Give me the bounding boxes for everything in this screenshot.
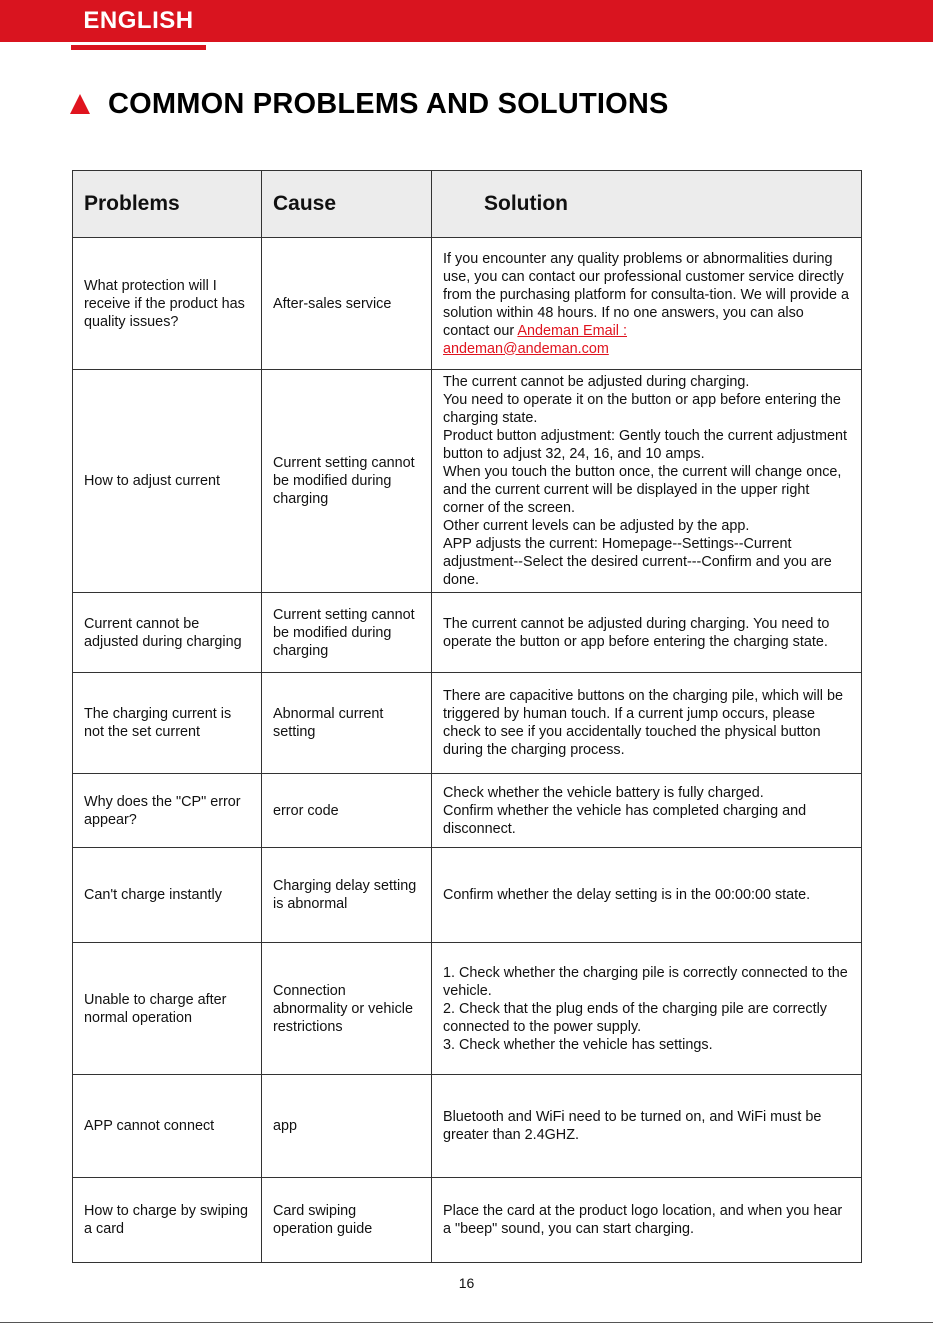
problem-cell: Why does the "CP" error appear?	[73, 774, 262, 848]
andeman-email-link[interactable]: andeman@andeman.com	[443, 340, 609, 357]
cause-cell: After-sales service	[262, 238, 432, 370]
solution-line: When you touch the button once, the current will change once, and the current current will be displayed in the upper right corner of the screen.	[443, 464, 842, 516]
solution-cell: The current cannot be adjusted during charging. You need to operate the button or app before entering the charging state.	[432, 593, 862, 673]
header-solution: Solution	[432, 171, 862, 238]
problem-cell: How to adjust current	[73, 370, 262, 593]
cause-cell: Current setting cannot be modified during charging	[262, 593, 432, 673]
table-header-row	[73, 171, 862, 238]
solution-text: If you encounter any quality problems or abnormalities during use, you can contact our professional customer service directly from the purchasing platform for consulta-tion. We will provide a solution within 48 hours. If no one answers, you can also contact our	[443, 250, 850, 339]
cause-cell: Card swiping operation guide	[262, 1178, 432, 1263]
problem-cell: APP cannot connect	[73, 1075, 262, 1178]
cause-cell: Charging delay setting is abnormal	[262, 848, 432, 943]
problem-cell: The charging current is not the set current	[73, 673, 262, 774]
table-row	[73, 1178, 862, 1263]
table-row	[73, 1075, 862, 1178]
table-row	[73, 238, 862, 370]
language-tab-label: ENGLISH	[83, 7, 194, 34]
table-row	[73, 848, 862, 943]
solution-line: Confirm whether the vehicle has completed charging and disconnect.	[443, 802, 807, 837]
warning-triangle-icon	[70, 94, 90, 114]
solution-cell: Place the card at the product logo location, and when you hear a "beep" sound, you can start charging.	[432, 1178, 862, 1263]
header-cause: Cause	[262, 171, 432, 238]
solution-line: You need to operate it on the button or app before entering the charging state.	[443, 392, 841, 426]
solution-line: Other current levels can be adjusted by the app.	[443, 518, 750, 534]
solution-cell	[432, 238, 862, 370]
table-row	[73, 673, 862, 774]
solution-cell	[432, 774, 862, 848]
table-row	[73, 943, 862, 1075]
table-row	[73, 593, 862, 673]
table-row	[73, 774, 862, 848]
solution-line: Product button adjustment: Gently touch the current adjustment button to adjust 32, 24, 16, and 10 amps.	[443, 428, 847, 462]
solution-cell: Bluetooth and WiFi need to be turned on, and WiFi must be greater than 2.4GHZ.	[432, 1075, 862, 1178]
solution-line: The current cannot be adjusted during charging.	[443, 374, 750, 390]
footer-rule	[0, 1322, 933, 1323]
solution-cell: Confirm whether the delay setting is in the 00:00:00 state.	[432, 848, 862, 943]
solution-line: Check whether the vehicle battery is fully charged.	[443, 784, 764, 801]
faq-table	[72, 170, 862, 1263]
cause-cell: Connection abnormality or vehicle restrictions	[262, 943, 432, 1075]
header-problems: Problems	[73, 171, 262, 238]
problem-cell: Unable to charge after normal operation	[73, 943, 262, 1075]
solution-cell: There are capacitive buttons on the charging pile, which will be triggered by human touch. If a current jump occurs, please check to see if you accidentally touched the physical button during the charging process.	[432, 673, 862, 774]
cause-cell: error code	[262, 774, 432, 848]
page-title: COMMON PROBLEMS AND SOLUTIONS	[108, 88, 669, 120]
problem-cell: Current cannot be adjusted during charging	[73, 593, 262, 673]
problem-cell: How to charge by swiping a card	[73, 1178, 262, 1263]
problem-cell: What protection will I receive if the product has quality issues?	[73, 238, 262, 370]
solution-cell	[432, 943, 862, 1075]
solution-line: 3. Check whether the vehicle has settings.	[443, 1036, 713, 1053]
language-tab[interactable]	[71, 0, 206, 50]
cause-cell: Abnormal current setting	[262, 673, 432, 774]
section-heading	[70, 88, 669, 121]
solution-line: 1. Check whether the charging pile is correctly connected to the vehicle.	[443, 964, 848, 999]
cause-cell: Current setting cannot be modified during charging	[262, 370, 432, 593]
cause-cell: app	[262, 1075, 432, 1178]
andeman-email-label-link[interactable]: Andeman Email :	[517, 322, 627, 339]
solution-line: 2. Check that the plug ends of the charging pile are correctly connected to the power supply.	[443, 1000, 827, 1035]
page-number: 16	[458, 1275, 475, 1291]
solution-line: APP adjusts the current: Homepage--Settings--Current adjustment--Select the desired current---Confirm and you are done.	[443, 536, 832, 588]
language-tab-underline	[71, 45, 206, 50]
problem-cell: Can't charge instantly	[73, 848, 262, 943]
table-row	[73, 370, 862, 593]
solution-cell	[432, 370, 862, 593]
